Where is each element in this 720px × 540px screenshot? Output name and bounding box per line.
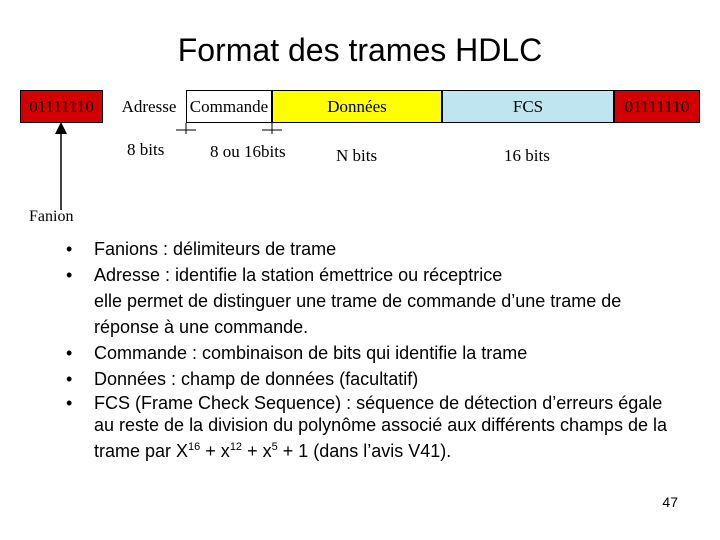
slide-title: Format des trames HDLC bbox=[177, 32, 543, 68]
list-item bbox=[60, 236, 670, 262]
data-size: N bits bbox=[336, 146, 378, 165]
bullet-icon: • bbox=[66, 343, 73, 363]
address-size: 8 bits bbox=[127, 140, 165, 159]
fcs-field: FCS bbox=[442, 90, 614, 123]
list-item bbox=[60, 392, 670, 462]
list-item bbox=[60, 366, 670, 392]
command-size: 8 ou 16bits bbox=[210, 142, 286, 161]
bullet-text-fcs-2: + x bbox=[200, 441, 230, 461]
page-number: 47 bbox=[662, 494, 678, 510]
bullet-icon: • bbox=[66, 265, 73, 285]
bullet-text-fcs-4: + 1 (dans l’avis V41). bbox=[277, 441, 452, 461]
list-item bbox=[60, 262, 670, 340]
fanion-label: Fanion bbox=[29, 208, 74, 225]
bullet-text-commande: Commande : combinaison de bits qui identifie la trame bbox=[94, 343, 528, 363]
bullet-text-donnees: Données : champ de données (facultatif) bbox=[94, 369, 419, 389]
description-list bbox=[60, 236, 670, 462]
bullet-text-fanions: Fanions : délimiteurs de trame bbox=[94, 239, 337, 259]
bullet-text-adresse-cont: elle permet de distinguer une trame de commande d’une trame de réponse à une commande. bbox=[94, 291, 622, 337]
data-field: Données bbox=[272, 90, 442, 123]
bullet-icon: • bbox=[66, 239, 73, 259]
bullet-icon: • bbox=[66, 393, 73, 413]
bullet-icon: • bbox=[66, 369, 73, 389]
bullet-text-fcs-3: + x bbox=[242, 441, 272, 461]
exponent-16: 16 bbox=[188, 441, 201, 453]
bullet-text-fcs-1: FCS (Frame Check Sequence) : séquence de détection d’erreurs égale au reste de la division du polynôme associé aux différents champs de la trame par X bbox=[94, 393, 668, 461]
bullet-text-adresse: Adresse : identifie la station émettrice ou réceptrice bbox=[94, 265, 503, 285]
flag-end-field: 01111110 bbox=[614, 90, 700, 123]
fcs-size: 16 bits bbox=[504, 146, 550, 165]
command-field: Commande bbox=[186, 90, 272, 123]
exponent-5: 5 bbox=[271, 441, 278, 453]
flag-start-field: 01111110 bbox=[20, 90, 103, 123]
list-item bbox=[60, 340, 670, 366]
address-field: Adresse bbox=[110, 90, 188, 123]
exponent-12: 12 bbox=[229, 441, 243, 453]
